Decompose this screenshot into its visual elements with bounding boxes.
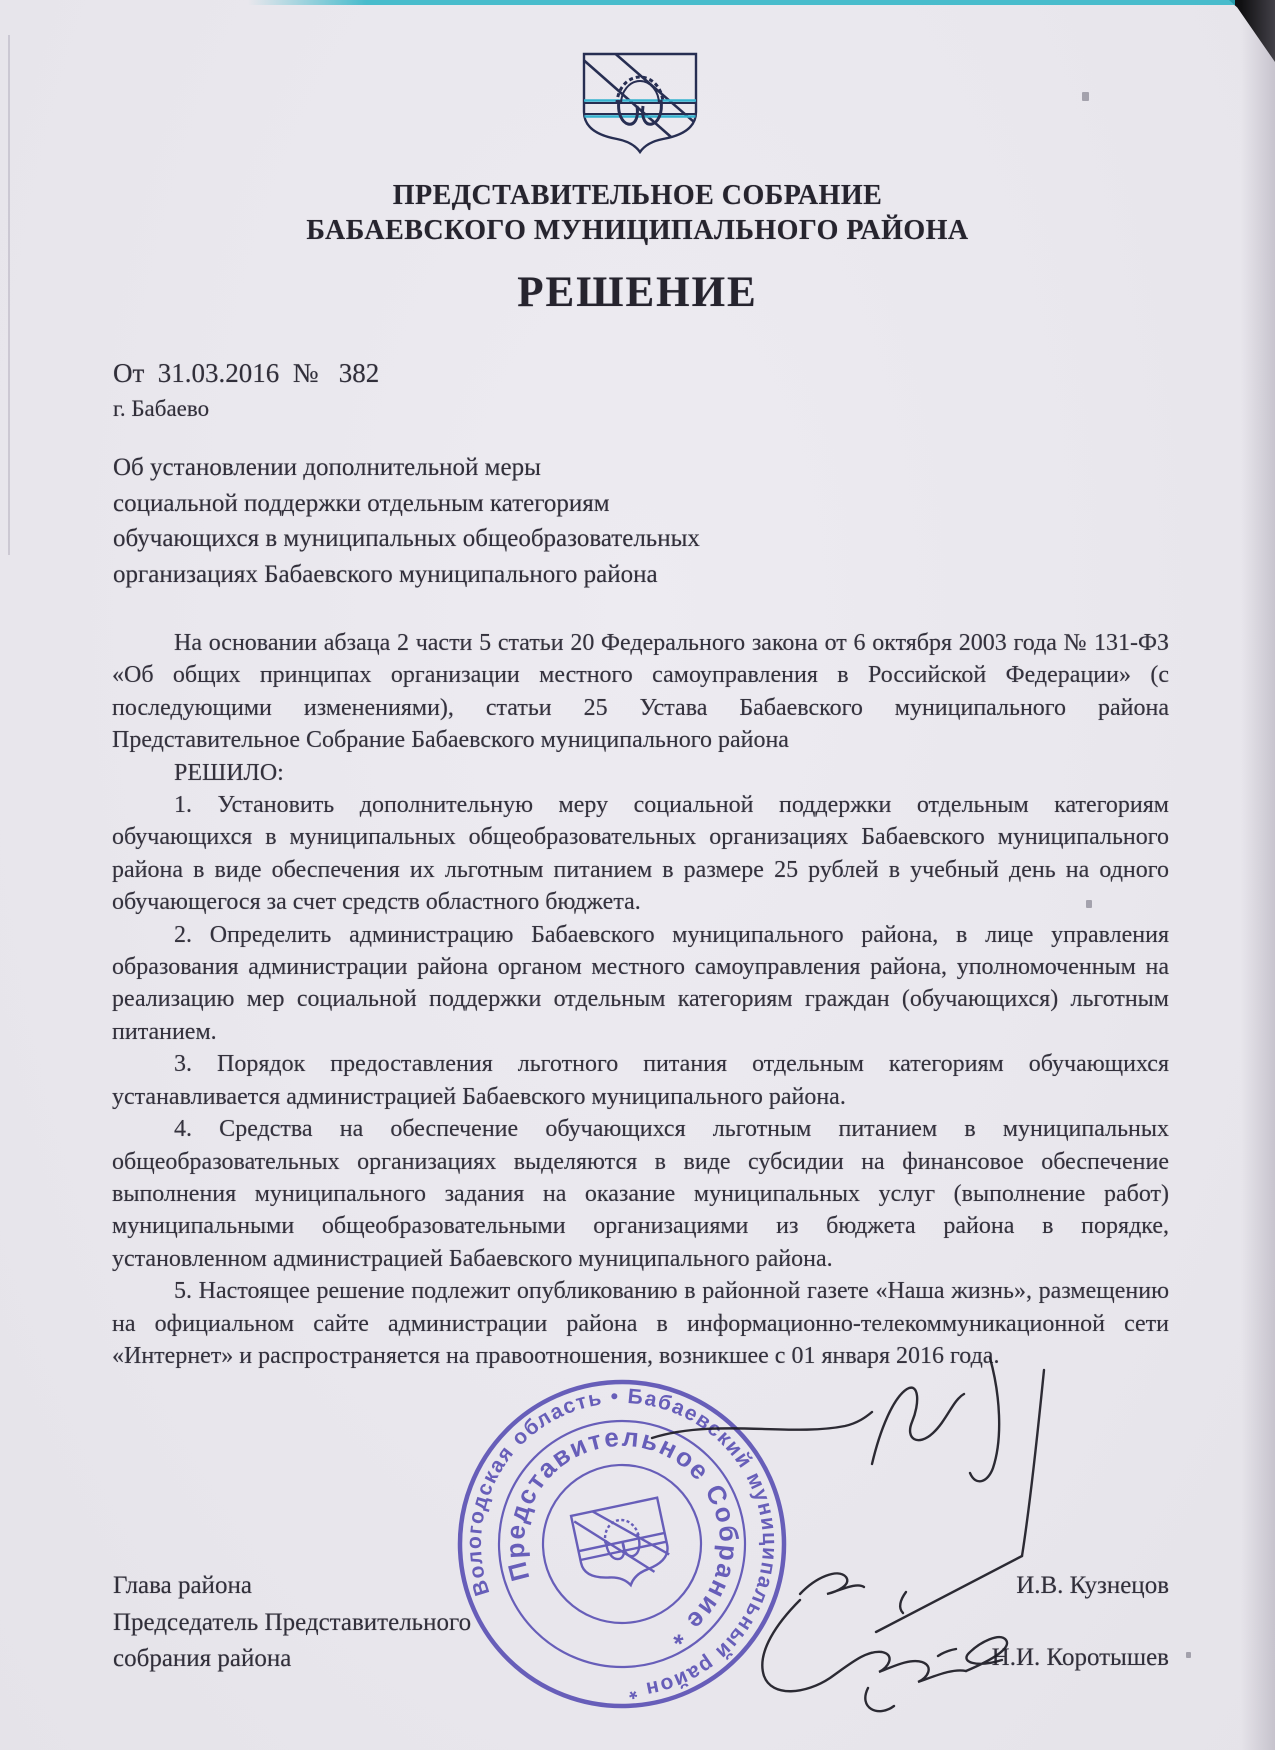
scan-speck: [1186, 1652, 1191, 1658]
resolution-item-2: 2. Определить администрацию Бабаевского муниципального района, в лице управления образования администрации района органом местного самоуправления района, уполномоченным на реализацию мер социальной поддержки отдельным категориям граждан (обучающихся) льготным питанием.: [112, 921, 1169, 1045]
city-line: г. Бабаево: [113, 396, 210, 421]
scan-edge-teal-strip: [248, 0, 1235, 5]
resolved-label: РЕШИЛО:: [174, 759, 284, 786]
document-body: [112, 627, 1169, 1372]
subject-line: обучающихся в муниципальных общеобразовательных: [113, 525, 700, 552]
issuing-body: [0, 178, 1275, 248]
preamble-paragraph: На основании абзаца 2 части 5 статьи 20 Федерального закона от 6 октября 2003 года № 131-ФЗ «Об общих принципах организации местного самоуправления в Российской Федерации» (с последующими изменениями), статьи 25 Устава Бабаевского муниципального района Представительное Собрание Бабаевского муниципального района: [112, 630, 1169, 754]
scan-speck: [1082, 92, 1089, 101]
subject-line: организациях Бабаевского муниципального района: [113, 560, 658, 588]
official-round-stamp: [450, 1372, 794, 1716]
stamp-inner-ring-text: Представительное Собрание *: [499, 1421, 745, 1653]
stamp-outer-ring-text: Вологодская область • Бабаевский муниципальный район *: [462, 1384, 782, 1703]
coat-of-arms-icon: [575, 48, 705, 158]
signer-title-2a: Председатель Представительного: [113, 1608, 472, 1636]
resolution-item-3: 3. Порядок предоставления льготного питания отдельным категориям обучающихся устанавливается администрацией Бабаевского муниципального района.: [112, 1051, 1169, 1110]
date-and-number-line: От 31.03.2016 № 382: [113, 358, 380, 388]
signer-title-2b: собрания района: [113, 1645, 292, 1672]
resolution-item-1: 1. Установить дополнительную меру социальной поддержки отдельным категориям обучающихся в муниципальных общеобразовательных организациях Бабаевского муниципального района в виде обеспечения их льготным питанием в размере 25 рублей в учебный день на одного обучающегося за счет средств областного бюджета.: [112, 792, 1169, 916]
resolution-item-4: 4. Средства на обеспечение обучающихся льготным питанием в муниципальных общеобразовательных организациях выделяются в виде субсидии на финансовое обеспечение выполнения муниципального задания на оказание муниципальных услуг (выполнение работ) муниципальными общеобразовательными организациями из бюджета района в порядке, установленном администрацией Бабаевского муниципального района.: [112, 1116, 1169, 1272]
subject-line: социальной поддержки отдельным категориям: [113, 489, 610, 517]
signer-name-kuznetsov: И.В. Кузнецов: [1016, 1572, 1169, 1599]
scan-edge-right-shadow: [1241, 0, 1275, 1750]
org-name-line2: БАБАЕВСКОГО МУНИЦИПАЛЬНОГО РАЙОНА: [306, 215, 969, 246]
signer-title-1: Глава района: [113, 1572, 252, 1599]
document-subject: [113, 450, 873, 592]
resolution-item-5: 5. Настоящее решение подлежит опубликованию в районной газете «Наша жизнь», размещению на официальном сайте администрации района в информационно-телекоммуникационной сети «Интернет» и распространяется на правоотношения, возникшее с 01 января 2016 года.: [112, 1278, 1169, 1369]
signer-name-korotyshev: Н.И. Коротышев: [991, 1644, 1169, 1671]
document-type-title: РЕШЕНИЕ: [517, 269, 758, 316]
stamp-center-emblem: [571, 1498, 674, 1595]
org-name-line1: ПРЕДСТАВИТЕЛЬНОЕ СОБРАНИЕ: [392, 180, 883, 211]
subject-line: Об установлении дополнительной меры: [113, 454, 541, 481]
